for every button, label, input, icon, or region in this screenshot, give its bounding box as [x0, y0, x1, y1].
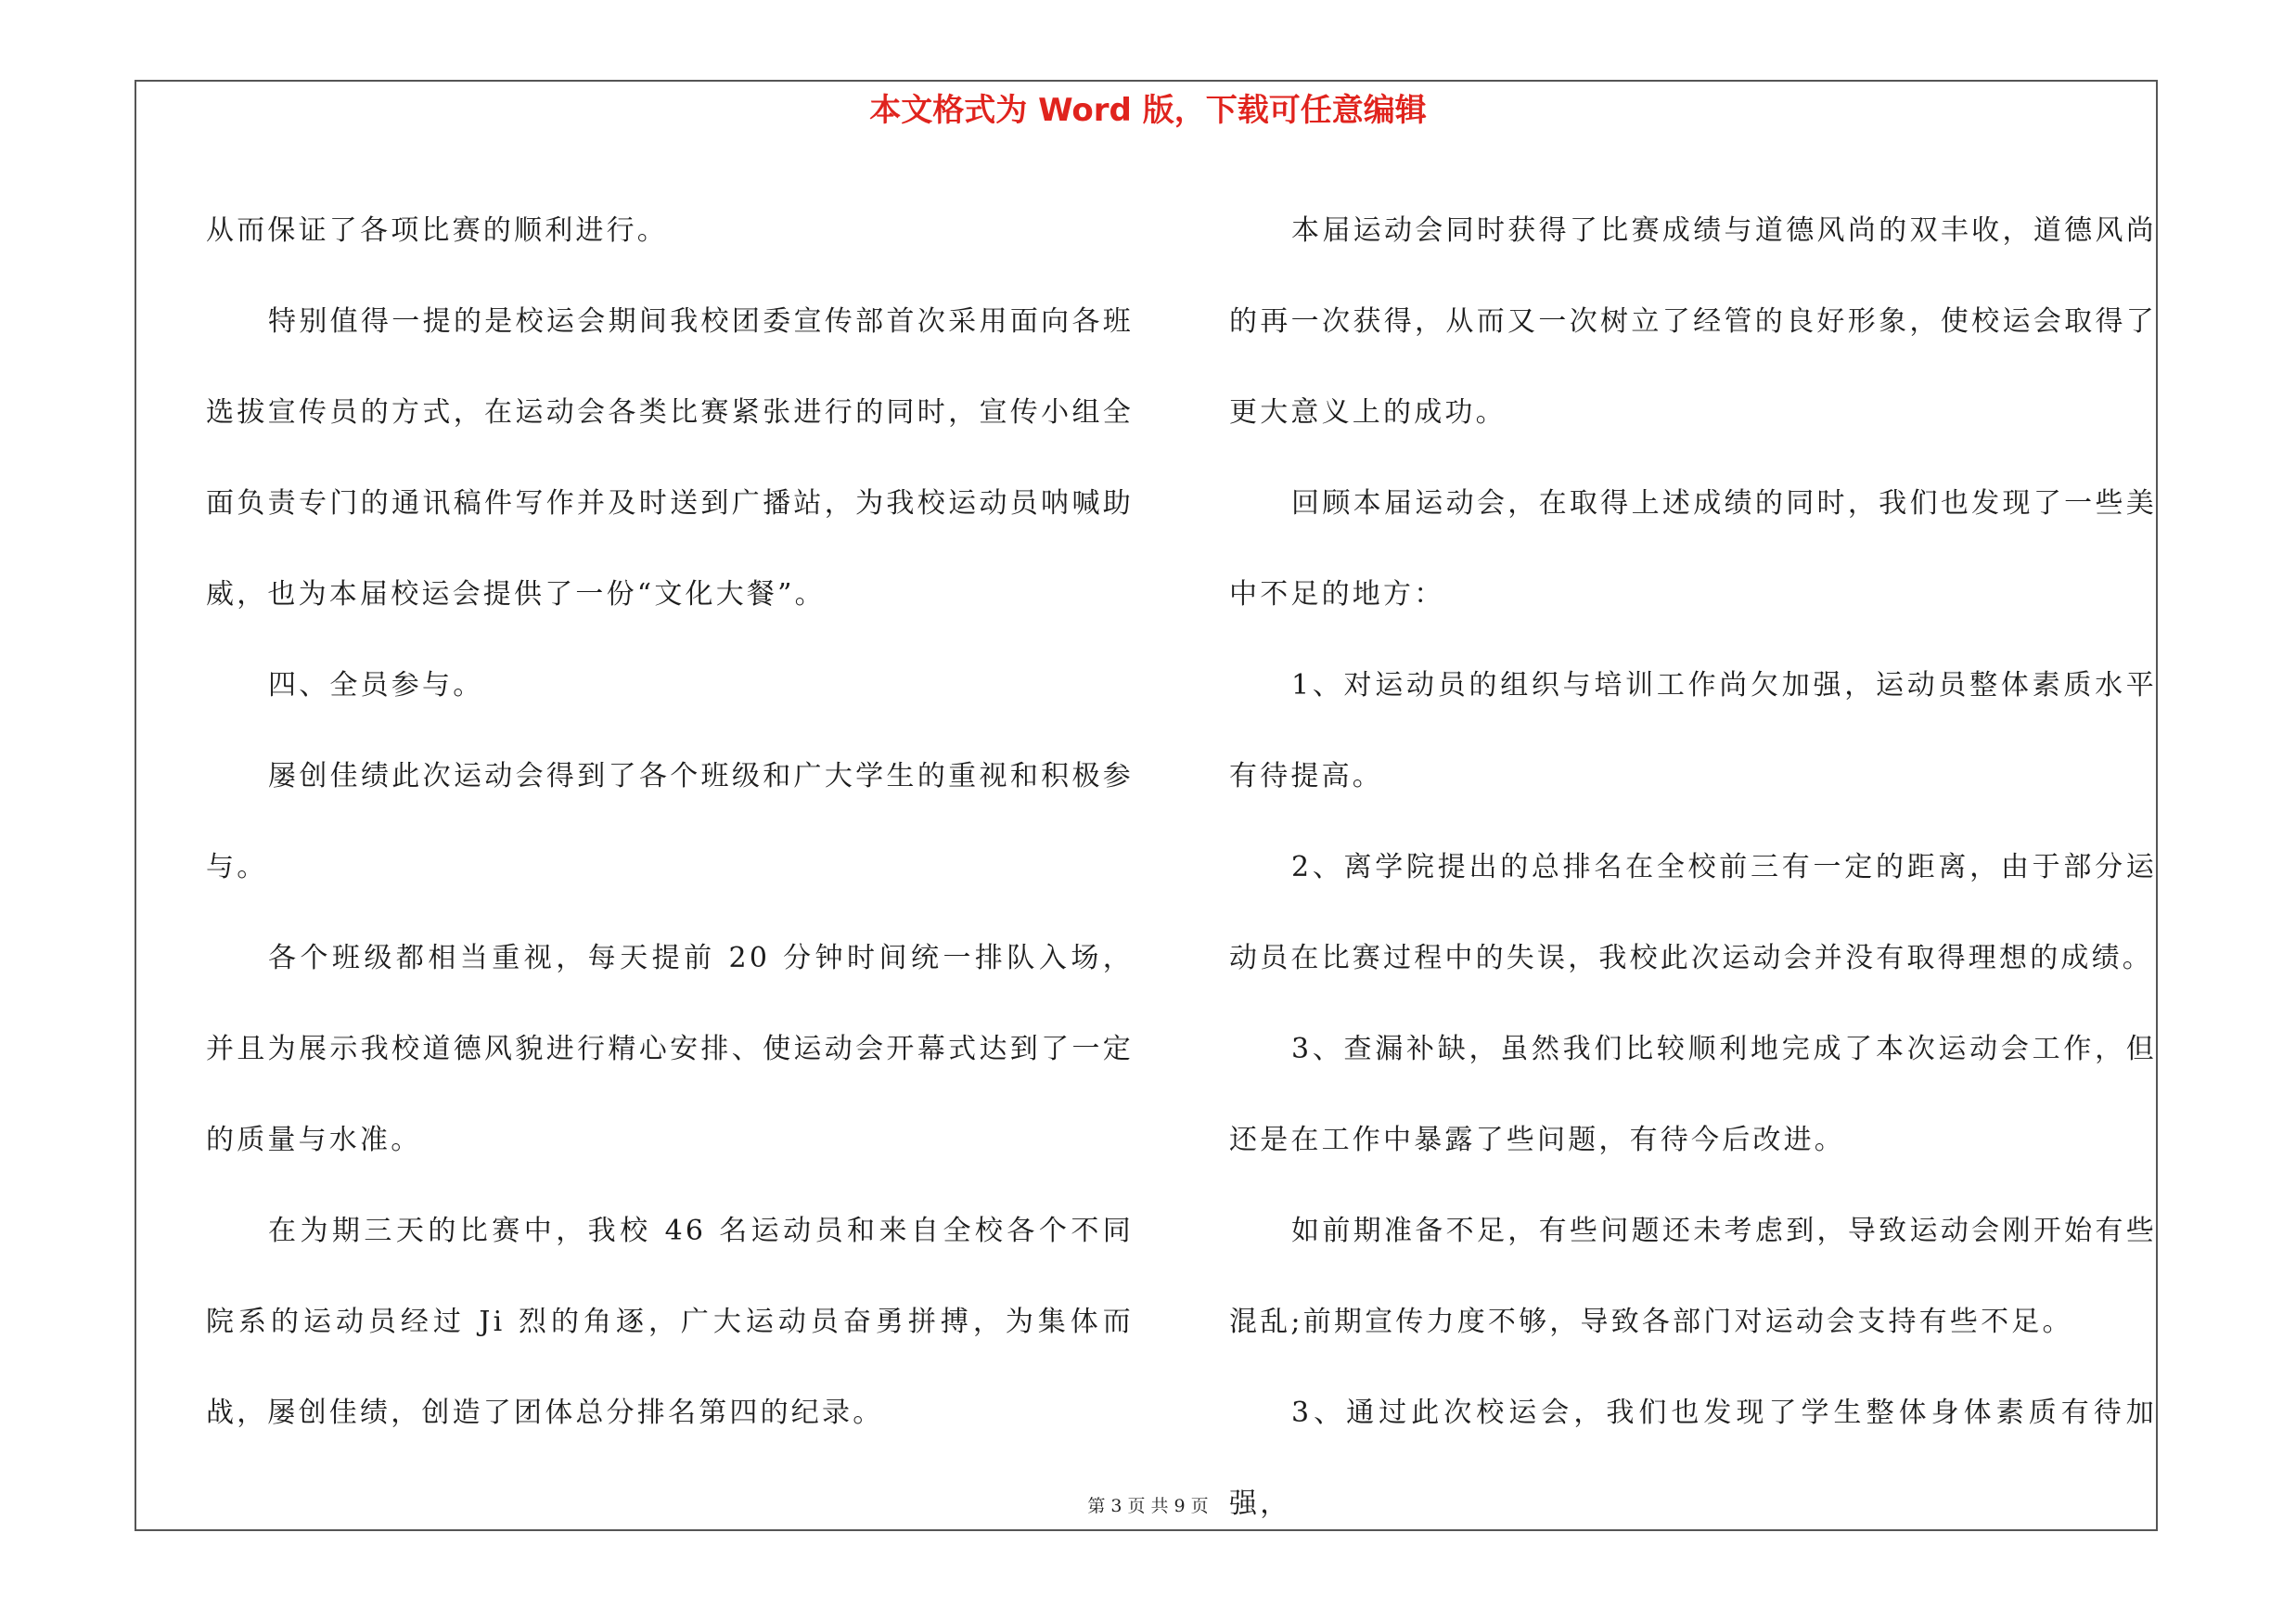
- paragraph: 特别值得一提的是校运会期间我校团委宣传部首次采用面向各班选拔宣传员的方式，在运动会各类比赛紧张进行的同时，宣传小组全面负责专门的通讯稿件写作并及时送到广播站，为我校运动员呐喊助威，也为本届校运会提供了一份“文化大餐”。: [206, 305, 1134, 611]
- paragraph: 屡创佳绩此次运动会得到了各个班级和广大学生的重视和积极参与。: [206, 760, 1134, 883]
- paragraph: 从而保证了各项比赛的顺利进行。: [206, 214, 668, 247]
- paragraph: 在为期三天的比赛中，我校 46 名运动员和来自全校各个不同院系的运动员经过 Ji 烈的角逐，广大运动员奋勇拼搏，为集体而战，屡创佳绩，创造了团体总分排名第四的纪录。: [206, 1215, 1134, 1429]
- page-number: 第 3 页 共 9 页: [1087, 1496, 1209, 1516]
- list-item: 3、通过此次校运会，我们也发现了学生整体身体素质有待加强，: [1229, 1397, 2157, 1520]
- list-item: 2、离学院提出的总排名在全校前三有一定的距离，由于部分运动员在比赛过程中的失误，我校此次运动会并没有取得理想的成绩。: [1229, 851, 2157, 974]
- format-banner: 本文格式为 Word 版，下载可任意编辑: [869, 92, 1427, 129]
- paragraph: 各个班级都相当重视，每天提前 20 分钟时间统一排队入场，并且为展示我校道德风貌进行精心安排、使运动会开幕式达到了一定的质量与水准。: [206, 942, 1134, 1156]
- paragraph: 回顾本届运动会，在取得上述成绩的同时，我们也发现了一些美中不足的地方：: [1229, 487, 2157, 611]
- section-heading: 四、全员参与。: [268, 669, 484, 702]
- paragraph: 本届运动会同时获得了比赛成绩与道德风尚的双丰收，道德风尚的再一次获得，从而又一次树立了经管的良好形象，使校运会取得了更大意义上的成功。: [1229, 214, 2157, 429]
- right-column: [1229, 186, 2157, 1550]
- list-item: 1、对运动员的组织与培训工作尚欠加强，运动员整体素质水平有待提高。: [1229, 669, 2157, 792]
- list-item: 3、查漏补缺，虽然我们比较顺利地完成了本次运动会工作，但还是在工作中暴露了些问题，有待今后改进。: [1229, 1033, 2157, 1156]
- left-column: [206, 186, 1134, 1459]
- paragraph: 如前期准备不足，有些问题还未考虑到，导致运动会刚开始有些混乱;前期宣传力度不够，导致各部门对运动会支持有些不足。: [1229, 1215, 2157, 1338]
